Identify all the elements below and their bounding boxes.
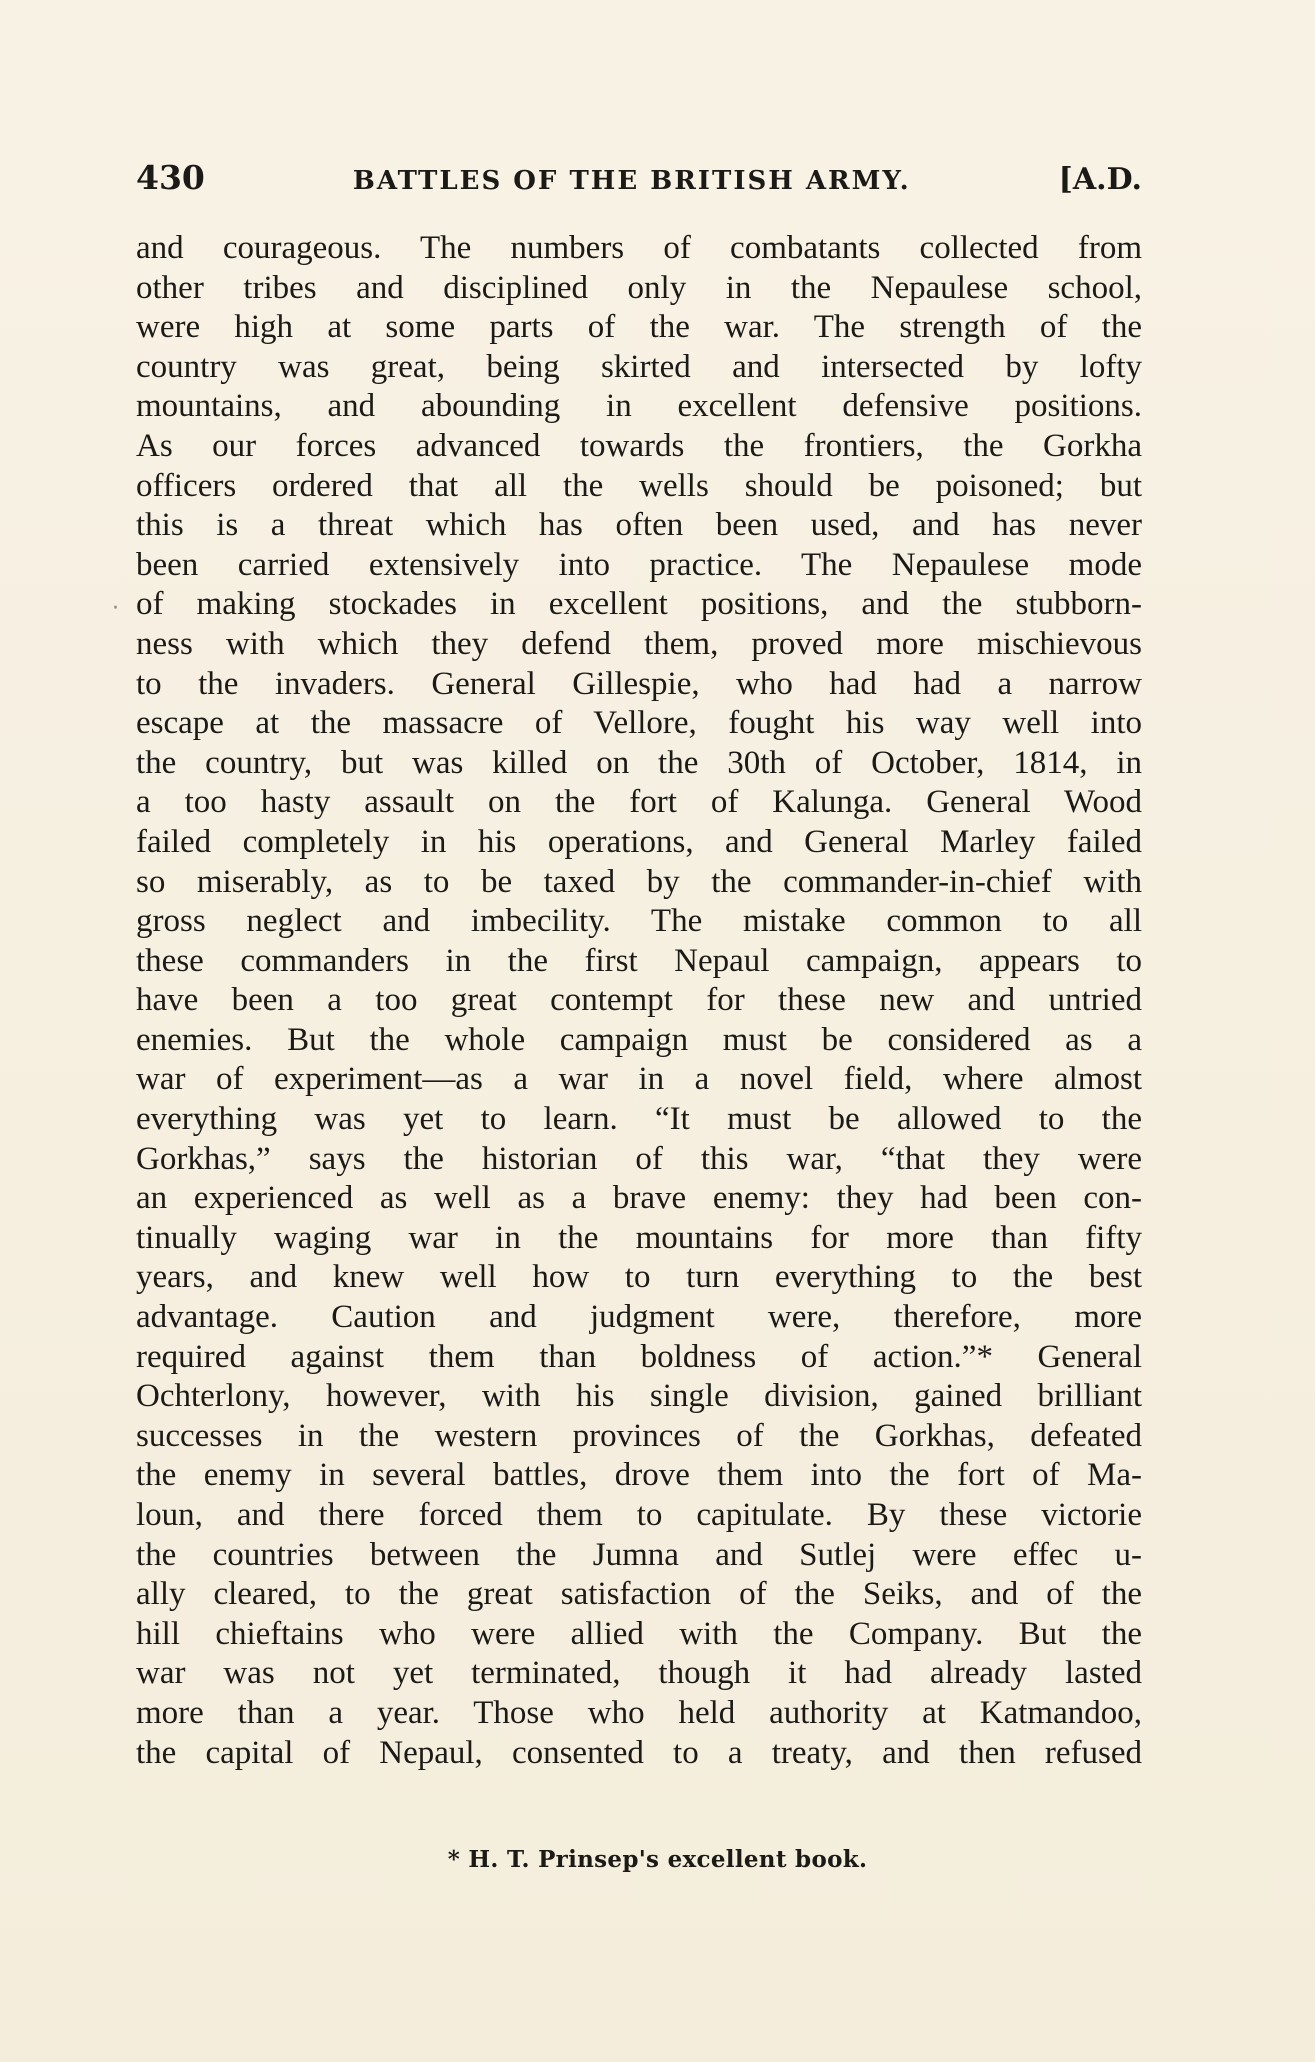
text-line: other tribes and disciplined only in the Nepaulese school, [136, 269, 1142, 306]
text-line: escape at the massacre of Vellore, fought his way well into [136, 705, 1142, 742]
text-line: a too hasty assault on the fort of Kalunga. General Wood [136, 784, 1142, 821]
text-line: successes in the western provinces of the Gorkhas, defeated [136, 1417, 1142, 1454]
margin-tick: · [112, 596, 119, 621]
text-line: the enemy in several battles, drove them into the fort of Ma- [136, 1457, 1142, 1494]
text-line: everything was yet to learn. “It must be allowed to the [136, 1101, 1142, 1138]
text-line: required against them than boldness of action.”* General [136, 1338, 1142, 1375]
page-number: 430 [136, 158, 205, 197]
text-line: advantage. Caution and judgment were, therefore, more [136, 1299, 1142, 1336]
body-text [136, 229, 1142, 1773]
text-line: Gorkhas,” says the historian of this war, “that they were [136, 1140, 1142, 1177]
text-line: the countries between the Jumna and Sutlej were effec u- [136, 1536, 1142, 1573]
text-line: ally cleared, to the great satisfaction of the Seiks, and of the [136, 1576, 1142, 1613]
text-line: so miserably, as to be taxed by the commander-in-chief with [136, 863, 1142, 900]
text-line: more than a year. Those who held authority at Katmandoo, [136, 1694, 1142, 1731]
text-line: of making stockades in excellent positions, and the stubborn- [136, 586, 1142, 623]
text-line: the capital of Nepaul, consented to a treaty, and then refused [136, 1734, 1142, 1771]
running-title: BATTLES OF THE BRITISH ARMY. [352, 166, 911, 196]
text-line: were high at some parts of the war. The strength of the [136, 309, 1142, 346]
text-line: the country, but was killed on the 30th of October, 1814, in [136, 744, 1142, 781]
text-line: mountains, and abounding in excellent defensive positions. [136, 388, 1142, 425]
text-line: ness with which they defend them, proved more mischievous [136, 625, 1142, 662]
text-line: and courageous. The numbers of combatants collected from [136, 230, 1142, 266]
text-line: As our forces advanced towards the frontiers, the Gorkha [136, 427, 1142, 464]
text-line: gross neglect and imbecility. The mistake common to all [136, 903, 1142, 940]
text-line: an experienced as well as a brave enemy: they had been con- [136, 1180, 1142, 1217]
text-line: tinually waging war in the mountains for more than fifty [136, 1219, 1142, 1256]
text-line: these commanders in the first Nepaul campaign, appears to [136, 942, 1142, 979]
running-header [136, 158, 1142, 200]
text-line: to the invaders. General Gillespie, who had had a narrow [136, 665, 1142, 702]
section-mark: [A.D. [1058, 162, 1142, 197]
text-line: country was great, being skirted and intersected by lofty [136, 348, 1142, 385]
text-line: years, and knew well how to turn everything to the best [136, 1259, 1142, 1296]
text-line: been carried extensively into practice. The Nepaulese mode [136, 546, 1142, 583]
text-line: failed completely in his operations, and General Marley failed [136, 823, 1142, 860]
text-line: have been a too great contempt for these new and untried [136, 982, 1142, 1019]
text-line: Ochterlony, however, with his single division, gained brilliant [136, 1378, 1142, 1415]
footnote: * H. T. Prinsep's excellent book. [447, 1846, 868, 1873]
text-line: officers ordered that all the wells should be poisoned; but [136, 467, 1142, 504]
text-line: loun, and there forced them to capitulate. By these victorie [136, 1497, 1142, 1533]
text-line: enemies. But the whole campaign must be considered as a [136, 1021, 1142, 1058]
text-line: war of experiment—as a war in a novel field, where almost [136, 1061, 1142, 1098]
text-line: this is a threat which has often been used, and has never [136, 507, 1142, 544]
text-line: hill chieftains who were allied with the Company. But the [136, 1615, 1142, 1652]
text-line: war was not yet terminated, though it had already lasted [136, 1655, 1142, 1692]
